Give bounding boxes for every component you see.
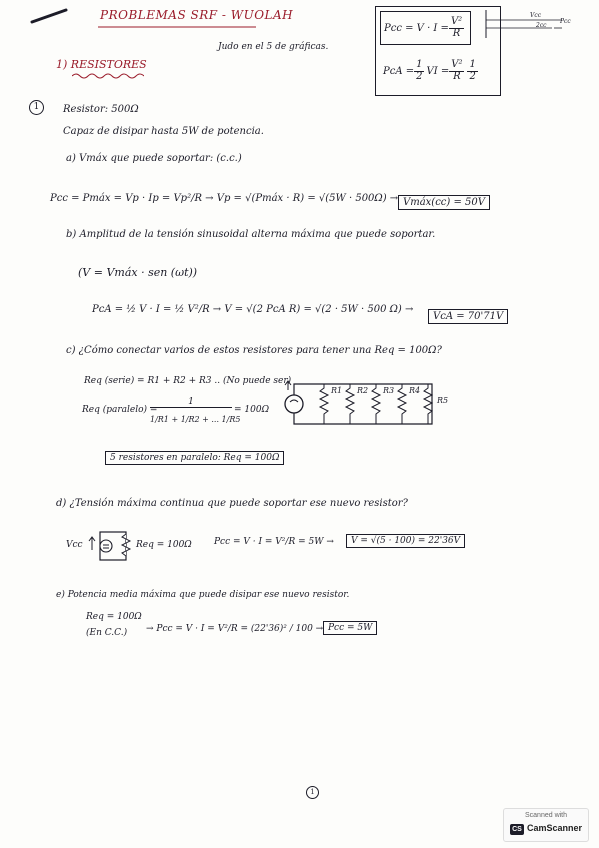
- equation-b: PcA = ½ V · I = ½ V²/R → V = √(2 PcA R) = √(2 · 5W · 500 Ω) →: [92, 304, 414, 315]
- question-c: c) ¿Cómo conectar varios de estos resistores para tener una Req = 100Ω?: [66, 345, 442, 356]
- formula-ca-text: PcA =: [383, 65, 415, 77]
- title-underline: [98, 24, 258, 30]
- circuit-label-r2: R2: [357, 386, 369, 395]
- req-serie: Req (serie) = R1 + R2 + R3 .. (No puede ser): [84, 376, 292, 386]
- camscanner-brand: CamScanner: [527, 823, 583, 833]
- sketch-label-2cc: 2cc: [536, 22, 547, 29]
- result-a: Vmáx(cc) = 50V: [398, 195, 490, 210]
- d-vcc-label: Vcc: [66, 540, 83, 550]
- formula-cc: [380, 11, 471, 45]
- formula-ca-num3: 1: [469, 59, 476, 70]
- definition-b: (V = Vmáx · sen (ωt)): [78, 266, 198, 279]
- camscanner-logo-icon: CS: [510, 824, 524, 835]
- statement-line-1: Resistor: 500Ω: [63, 104, 139, 115]
- pen-stroke: [30, 6, 70, 26]
- camscanner-caption: Scanned with: [524, 812, 568, 819]
- problem-number: 1: [29, 100, 44, 115]
- result-b: VcA = 70'71V: [428, 309, 508, 324]
- question-a: a) Vmáx que puede soportar: (c.c.): [66, 153, 242, 164]
- dc-source-circuit: [88, 528, 136, 564]
- circuit-label-r3: R3: [383, 386, 395, 395]
- formula-ca-den2: R: [453, 70, 461, 82]
- req-paralelo-label: Req (paralelo) =: [82, 405, 158, 415]
- req-paralelo-num: 1: [150, 397, 232, 408]
- result-e: Pcc = 5W: [323, 621, 377, 635]
- page-title: PROBLEMAS SRF - WUOLAH: [100, 8, 294, 22]
- formula-ca-mid: VI =: [426, 65, 450, 77]
- sketch-label-vcc: Vcc: [530, 12, 542, 19]
- question-b: b) Amplitud de la tensión sinusoidal alterna máxima que puede soportar.: [66, 229, 436, 240]
- question-e: e) Potencia media máxima que puede disipar ese nuevo resistor.: [56, 590, 350, 600]
- formula-ca-den3: 2: [469, 70, 476, 82]
- req-paralelo-val: = 100Ω: [234, 405, 270, 415]
- section-heading: 1) RESISTORES: [56, 58, 147, 71]
- circuit-label-r4: R4: [409, 386, 421, 395]
- formula-ca: [380, 53, 495, 89]
- formula-cc-den: R: [452, 27, 461, 39]
- formula-cc-num: V²: [450, 16, 463, 27]
- section-underline-wavy: [72, 72, 144, 80]
- formula-ca-num2: V²: [451, 59, 463, 70]
- circuit-label-r1: R1: [331, 386, 343, 395]
- statement-line-2: Capaz de disipar hasta 5W de potencia.: [63, 126, 264, 137]
- equation-a: Pcc = Pmáx = Vp · Ip = Vp²/R → Vp = √(Pmáx · R) = √(5W · 500Ω) →: [50, 193, 399, 204]
- equation-e: → Pcc = V · I = V²/R = (22'36)² / 100 →: [146, 624, 324, 634]
- formula-cc-text: Pcc = V · I =: [384, 22, 449, 34]
- req-paralelo-den: 1/R1 + 1/R2 + ... 1/R5: [150, 415, 241, 424]
- d-req-label: Req = 100Ω: [136, 540, 192, 550]
- sketch-label-pcc: Pcc: [560, 18, 571, 25]
- equation-d: Pcc = V · I = V²/R = 5W →: [214, 537, 334, 547]
- header-note: Judo en el 5 de gráficas.: [218, 42, 329, 52]
- camscanner-badge: [503, 808, 589, 842]
- parallel-circuit: [280, 376, 460, 432]
- formula-ca-num1: 1: [416, 59, 423, 70]
- e-cc-label: (En C.C.): [86, 628, 128, 638]
- question-d: d) ¿Tensión máxima continua que puede soportar ese nuevo resistor?: [56, 498, 408, 509]
- circuit-label-r5: R5: [437, 396, 449, 405]
- e-req-label: Req = 100Ω: [86, 612, 142, 622]
- result-d: V = √(5 · 100) = 22'36V: [346, 534, 465, 548]
- formula-ca-den1: 2: [416, 70, 423, 82]
- result-c: 5 resistores en paralelo: Req = 100Ω: [105, 451, 284, 465]
- page-number: 1: [306, 786, 319, 799]
